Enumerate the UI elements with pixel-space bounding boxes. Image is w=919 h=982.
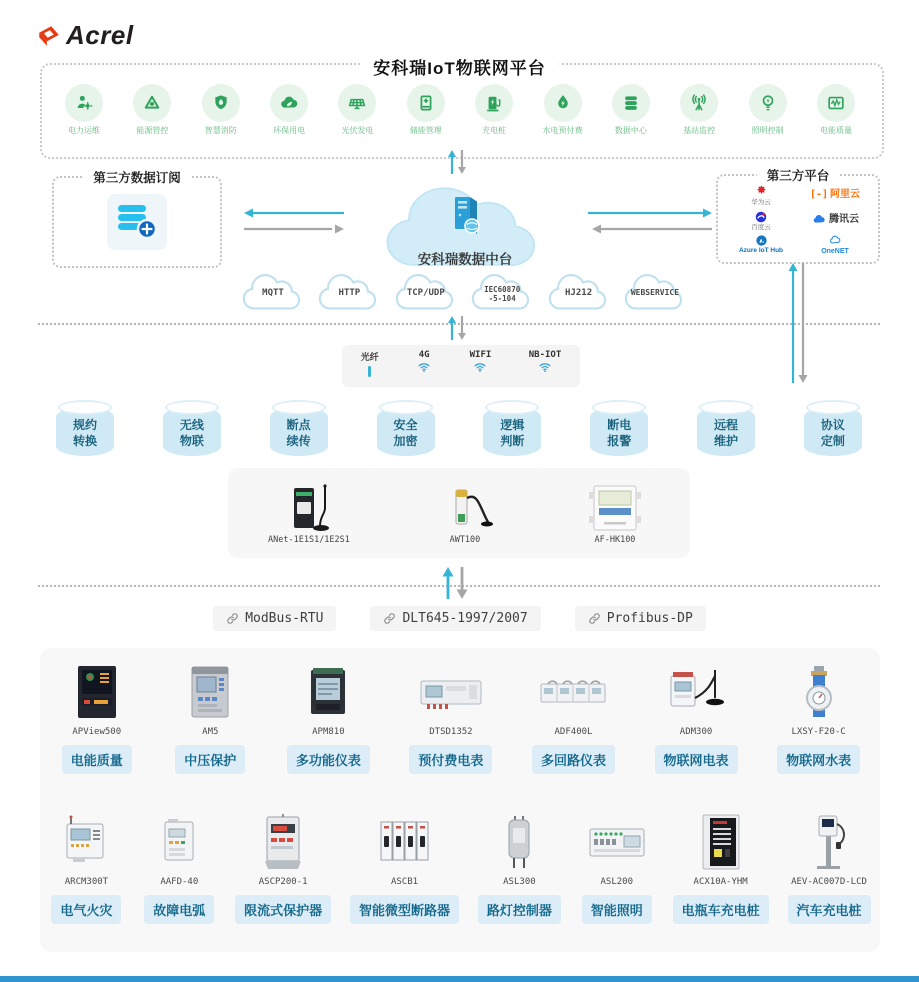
- updown-arrow-icon: [437, 564, 473, 602]
- platform-apps-row: [52, 84, 868, 136]
- solar-pv-icon: [338, 84, 376, 122]
- product-asl300: [478, 812, 561, 924]
- product-arcm300t: [49, 812, 123, 924]
- capability-label: 逻辑 判断: [500, 418, 525, 448]
- product-category: 物联网电表: [655, 745, 738, 774]
- baidu-cloud-item: [751, 210, 771, 232]
- acrel-logo-icon: [36, 23, 62, 49]
- leftright-arrows-icon: [240, 205, 348, 237]
- acx10a-charger-image: [684, 812, 758, 874]
- huawei-cloud-item: [751, 184, 771, 207]
- product-acx10a: [673, 812, 769, 924]
- product-category: 物联网水表: [777, 745, 860, 774]
- bottom-accent-bar: [0, 976, 919, 982]
- product-model: ASCB1: [390, 877, 419, 887]
- protocol-chip-dlt645: [370, 606, 540, 631]
- power-quality-icon: [817, 84, 855, 122]
- protocol-label: IEC60870 -5-104: [484, 285, 521, 303]
- baidu-cloud-label: 百度云: [751, 223, 771, 231]
- product-model: ASL300: [503, 877, 536, 887]
- capability-cylinder: [590, 400, 648, 456]
- capability-cylinder: [697, 400, 755, 456]
- water-prepay-icon: [544, 84, 582, 122]
- protocol-cloud-webservice: [620, 272, 690, 314]
- app-label: 水电预付费: [542, 126, 583, 135]
- product-model: LXSY-F20-C: [791, 727, 846, 737]
- app-data-center: [599, 84, 663, 136]
- app-label: 电能质量: [819, 126, 852, 135]
- app-water-prepay: [531, 84, 595, 136]
- product-ascb1: [350, 812, 459, 924]
- app-label: 智慧消防: [204, 126, 237, 135]
- base-station-icon: [680, 84, 718, 122]
- capability-cylinder: [483, 400, 541, 456]
- app-fire-safety: [189, 84, 253, 136]
- product-aev: [788, 812, 871, 924]
- conn-label: 4G: [418, 350, 430, 360]
- app-label: 充电桩: [482, 126, 507, 135]
- aliyun-bracket-icon: [-]: [809, 189, 829, 201]
- capability-label: 规约 转换: [72, 418, 97, 448]
- capability-cylinder: [377, 400, 435, 456]
- azure-icon: [755, 234, 768, 247]
- capability-cylinder: [56, 400, 114, 456]
- app-power-quality: [804, 84, 868, 136]
- products-panel: [40, 648, 880, 952]
- aliyun-item: [810, 190, 860, 200]
- data-middle-platform-cloud: [372, 181, 558, 281]
- protocol-chip-modbus: [213, 606, 336, 631]
- product-model: ADM300: [679, 727, 713, 737]
- third-party-platform-box: [716, 169, 880, 264]
- protocol-label: MQTT: [262, 288, 284, 298]
- link-icon: [588, 612, 601, 625]
- acrel-logo: [36, 20, 134, 51]
- onenet-label: OneNET: [821, 248, 849, 255]
- product-category: 故障电弧: [144, 895, 214, 924]
- arcm300t-image: [49, 812, 123, 874]
- onenet-cloud-icon: [827, 234, 843, 247]
- conn-label: NB-IOT: [528, 350, 562, 360]
- gateway-afhk100: [580, 482, 650, 545]
- capability-label: 断点 续传: [286, 418, 311, 448]
- asl300-image: [482, 812, 556, 874]
- product-category: 路灯控制器: [478, 895, 561, 924]
- app-label: 数据中心: [614, 126, 647, 135]
- app-solar: [325, 84, 389, 136]
- updown-arrow-icon: [444, 147, 470, 177]
- protocol-cloud-iec60870: [467, 272, 537, 314]
- product-asl200: [580, 812, 654, 924]
- app-power-ops: [52, 84, 116, 136]
- app-charger: [462, 84, 526, 136]
- azure-iot-hub-label: Azure IoT Hub: [738, 247, 784, 255]
- product-model: AM5: [202, 727, 219, 737]
- app-label: 环保用电: [273, 126, 306, 135]
- protocol-chip-label: ModBus-RTU: [245, 611, 324, 626]
- aafd40-image: [142, 812, 216, 874]
- third-party-data-box: [52, 171, 222, 268]
- gateway-awt100: [430, 482, 500, 545]
- gateway-model: AWT100: [449, 534, 481, 545]
- dtsd1352-image: [414, 662, 488, 724]
- wifi-icon: [537, 360, 553, 374]
- product-model: AAFD-40: [160, 877, 199, 887]
- capability-row: [56, 400, 862, 456]
- brand-name: Acrel: [66, 20, 134, 50]
- product-model: ASCP200-1: [258, 877, 308, 887]
- platform-title: 安科瑞IoT物联网平台: [359, 52, 560, 81]
- onenet-item: [821, 234, 849, 255]
- capability-cylinder: [270, 400, 328, 456]
- protocol-chip-profibus: [575, 606, 706, 631]
- azure-iot-hub-item: [739, 234, 783, 255]
- product-apview500: [60, 662, 134, 774]
- product-category: 电瓶车充电桩: [673, 895, 769, 924]
- gateway-anet: [268, 482, 350, 545]
- lxsy-water-meter-image: [782, 662, 856, 724]
- conn-wifi: [470, 350, 492, 374]
- adm300-image: [659, 662, 733, 724]
- fire-safety-icon: [202, 84, 240, 122]
- third-party-platform-title: 第三方平台: [757, 166, 840, 184]
- product-category: 电能质量: [62, 745, 132, 774]
- product-adm300: [655, 662, 738, 774]
- link-icon: [226, 612, 239, 625]
- awt100-gateway-image: [430, 482, 500, 534]
- product-category: 汽车充电桩: [788, 895, 871, 924]
- product-model: APM810: [312, 727, 345, 737]
- afhk100-gateway-image: [580, 482, 650, 534]
- protocol-clouds-row: [238, 272, 690, 314]
- protocol-label: WEBSERVICE: [630, 288, 680, 297]
- gateway-model: AF-HK100: [594, 534, 636, 545]
- asl200-image: [580, 812, 654, 874]
- app-eco-power: [257, 84, 321, 136]
- product-model: DTSD1352: [429, 727, 473, 737]
- protocol-cloud-tcpudp: [391, 272, 461, 314]
- protocol-chip-label: Profibus-DP: [606, 611, 693, 626]
- product-dtsd1352: [409, 662, 492, 774]
- energy-storage-icon: [407, 84, 445, 122]
- product-model: APView500: [72, 727, 122, 737]
- wifi-icon: [472, 360, 488, 374]
- protocol-cloud-hj212: [544, 272, 614, 314]
- tencent-cloud-item: [811, 213, 859, 227]
- app-label: 基站监控: [683, 126, 716, 135]
- capability-label: 安全 加密: [393, 418, 418, 448]
- huawei-cloud-icon: [754, 184, 769, 199]
- fiber-icon: [368, 366, 371, 377]
- ascp200-image: [246, 812, 320, 874]
- conn-fiber: [361, 350, 379, 377]
- aev-ev-charger-image: [792, 812, 866, 874]
- product-category: 预付费电表: [409, 745, 492, 774]
- anet-gateway-image: [274, 482, 344, 534]
- product-model: ADF400L: [554, 727, 593, 737]
- data-center-icon: [612, 84, 650, 122]
- product-category: 多回路仪表: [532, 745, 615, 774]
- capability-cylinder: [163, 400, 221, 456]
- wifi-icon: [416, 360, 432, 374]
- conn-label: WIFI: [469, 350, 492, 360]
- capability-label: 无线 物联: [179, 418, 204, 448]
- gateway-model: ANet-1E1S1/1E2S1: [268, 534, 350, 545]
- protocol-chip-label: DLT645-1997/2007: [402, 611, 528, 626]
- protocol-cloud-http: [314, 272, 384, 314]
- capability-label: 协议 定制: [820, 418, 845, 448]
- app-lighting: [736, 84, 800, 136]
- protocol-label: HJ212: [565, 288, 593, 298]
- server-icon: [443, 193, 487, 237]
- third-party-data-title: 第三方数据订阅: [83, 168, 191, 186]
- product-category: 多功能仪表: [287, 745, 370, 774]
- tencent-cloud-label: 腾讯云: [829, 214, 859, 226]
- eco-power-icon: [270, 84, 308, 122]
- product-lxsy: [777, 662, 860, 774]
- ev-charger-icon: [475, 84, 513, 122]
- protocol-label: HTTP: [338, 288, 361, 298]
- apview500-image: [60, 662, 134, 724]
- adf400l-image: [536, 662, 610, 724]
- field-protocols-row: [0, 606, 919, 631]
- products-row-2: [40, 812, 880, 924]
- platform-updown-arrows-icon: [785, 259, 811, 387]
- product-ascp200: [235, 812, 331, 924]
- am5-image: [173, 662, 247, 724]
- aliyun-label: 阿里云: [830, 189, 861, 201]
- products-row-1: [40, 662, 880, 774]
- conn-label: 光纤: [360, 353, 379, 363]
- product-adf400l: [532, 662, 615, 774]
- app-label: 电力运维: [68, 126, 100, 135]
- product-am5: [173, 662, 247, 774]
- connectivity-box: [342, 345, 580, 387]
- product-category: 限流式保护器: [235, 895, 331, 924]
- leftright-arrows-icon: [584, 205, 716, 237]
- app-storage: [394, 84, 458, 136]
- app-base-station: [667, 84, 731, 136]
- product-apm810: [287, 662, 370, 774]
- power-ops-icon: [65, 84, 103, 122]
- database-subscribe-icon: [107, 194, 167, 250]
- gateway-box: [228, 468, 690, 558]
- link-icon: [383, 612, 396, 625]
- product-model: AEV-AC007D-LCD: [791, 877, 867, 887]
- capability-cylinder: [804, 400, 862, 456]
- baidu-cloud-icon: [754, 210, 768, 224]
- huawei-cloud-label: 华为云: [751, 199, 771, 206]
- updown-arrow-icon: [444, 313, 470, 343]
- app-energy-mgmt: [120, 84, 184, 136]
- app-label: 能源管控: [136, 126, 169, 135]
- product-model: ARCM300T: [64, 877, 109, 887]
- apm810-image: [291, 662, 365, 724]
- product-model: ASL200: [600, 877, 634, 887]
- app-label: 储能管理: [409, 126, 442, 135]
- conn-nbiot: [529, 350, 562, 374]
- product-category: 智能照明: [582, 895, 652, 924]
- protocol-label: TCP/UDP: [406, 288, 445, 298]
- product-category: 电气火灾: [51, 895, 121, 924]
- product-category: 智能微型断路器: [350, 895, 459, 924]
- energy-mgmt-icon: [133, 84, 171, 122]
- third-party-platform-grid: [724, 184, 872, 255]
- tencent-cloud-icon: [811, 213, 827, 227]
- app-label: 光伏发电: [341, 126, 374, 135]
- protocol-cloud-mqtt: [238, 272, 308, 314]
- product-model: ACX10A-YHM: [693, 877, 748, 887]
- product-category: 中压保护: [175, 745, 245, 774]
- ascb1-image: [368, 812, 442, 874]
- capability-label: 断电 报警: [607, 418, 632, 448]
- conn-4g: [416, 350, 432, 374]
- lighting-control-icon: [749, 84, 787, 122]
- product-aafd40: [142, 812, 216, 924]
- app-label: 照明控制: [751, 126, 784, 135]
- capability-label: 远程 维护: [714, 418, 739, 448]
- data-middle-platform-label: 安科瑞数据中台: [417, 252, 513, 267]
